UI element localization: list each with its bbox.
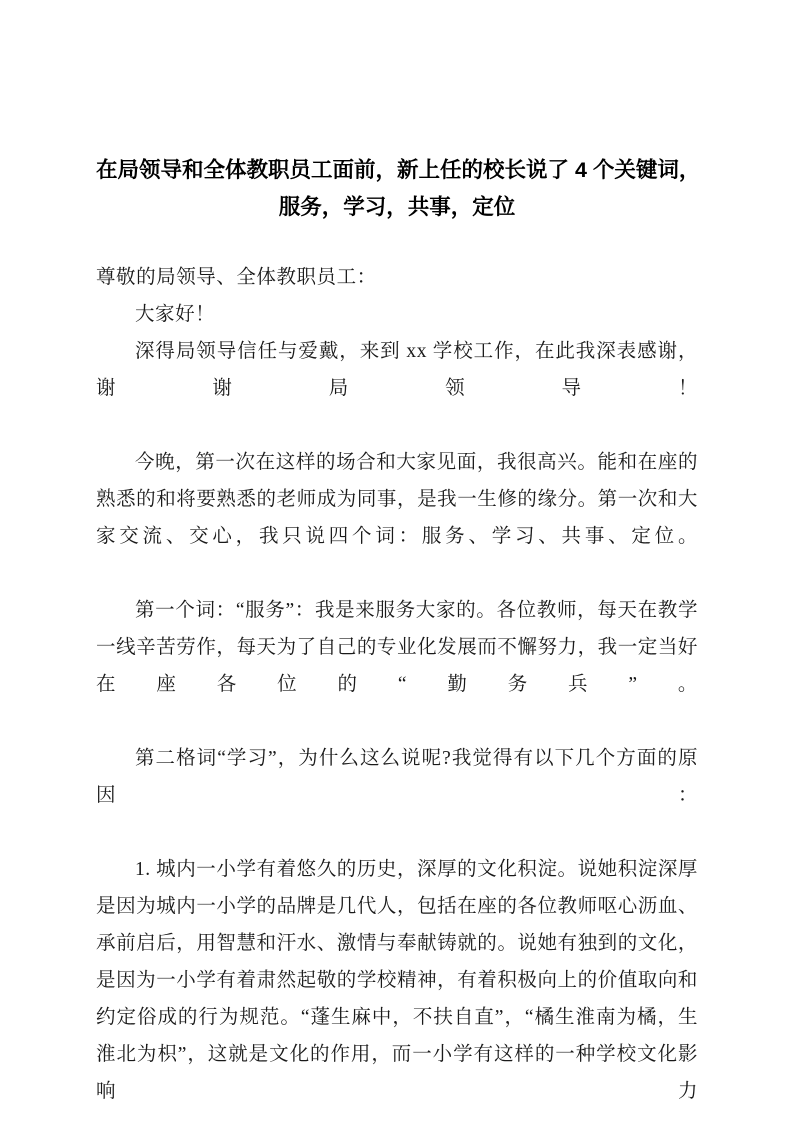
document-content (96, 152, 701, 1147)
paragraph-tonight-intro: 今晚，第一次在这样的场合和大家见面，我很高兴。能和在座的熟悉的和将要熟悉的老师成为同事，是我一生修的缘分。第一次和大家交流、交心，我只说四个词：服务、学习、共事、定位。 (96, 452, 698, 547)
page-title (96, 152, 701, 226)
paragraph-greeting: 大家好！ (135, 304, 216, 325)
paragraph-reason-one: 1. 城内一小学有着悠久的历史，深厚的文化积淀。说她积淀深厚是因为城内一小学的品牌是几代人，包括在座的各位教师呕心沥血、承前启后，用智慧和汗水、激情与奉献铸就的。说她有独到的文化，是因为一小学有着肃然起敬的学校精神，有着积极向上的价值取向和约定俗成的行为规范。“蓬生麻中，不扶自直”，“橘生淮南为橘，生淮北为枳”，这就是文化的作用，而一小学有这样的一种学校文化影响力 (96, 859, 698, 1102)
paragraph-word-two-study: 第二格词“学习”，为什么这么说呢?我觉得有以下几个方面的原因： (96, 748, 698, 806)
paragraph-thanks: 深得局领导信任与爱戴，来到 xx 学校工作，在此我深表感谢，谢谢局领导！ (96, 341, 699, 399)
paragraph-word-one-service: 第一个词：“服务”：我是来服务大家的。各位教师，每天在教学一线辛苦劳作，每天为了自己的专业化发展而不懈努力，我一定当好在座各位的“勤务兵”。 (96, 600, 698, 695)
page-title-line-2: 服务，学习，共事，定位 (278, 195, 516, 219)
paragraph-salutation: 尊敬的局领导、全体教职员工： (96, 267, 377, 288)
document-body (96, 259, 698, 1147)
page-title-line-1: 在局领导和全体教职员工面前，新上任的校长说了 4 个关键词， (96, 158, 701, 182)
